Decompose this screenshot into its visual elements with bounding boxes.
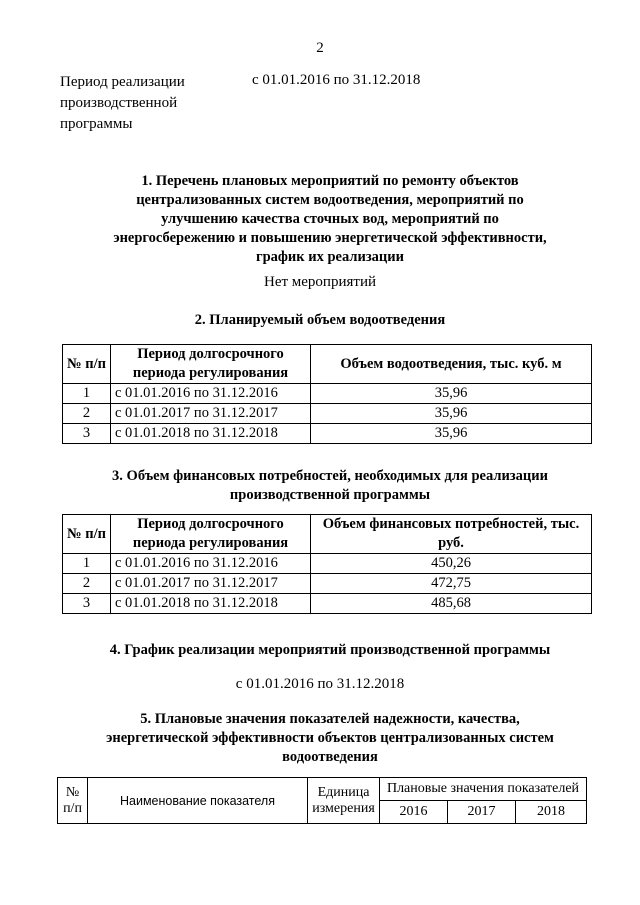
table-header-row [63,515,592,554]
row-number: 1 [63,554,111,574]
row-period: с 01.01.2016 по 31.12.2016 [111,554,311,574]
col-number-header: № п/п [63,345,111,384]
row-value: 485,68 [311,594,592,614]
row-number: 1 [63,384,111,404]
row-number: 3 [63,594,111,614]
row-number: 2 [63,574,111,594]
row-value: 472,75 [311,574,592,594]
row-period: с 01.01.2017 по 31.12.2017 [111,404,311,424]
row-period: с 01.01.2018 по 31.12.2018 [111,424,311,444]
section-3-title: 3. Объем финансовых потребностей, необходимых для реализации производственной программы [112,468,548,503]
period-label: Период реализации производственной программы [60,74,185,132]
table-row [63,574,592,594]
section-1-title: 1. Перечень плановых мероприятий по ремонту объектов централизованных систем водоотведения, мероприятий по улучшению качества сточных вод, мероприятий по энергосбережению и повышению энергетической эффективности, график их реализации [113,173,547,265]
section-1-note: Нет мероприятий [263,274,376,290]
section-4-period: с 01.01.2016 по 31.12.2018 [235,676,405,692]
col-number-header: № п/п [58,778,88,824]
row-period: с 01.01.2018 по 31.12.2018 [111,594,311,614]
financial-needs-table [62,514,592,614]
section-2-title: 2. Планируемый объем водоотведения [194,312,446,328]
row-value: 35,96 [311,424,592,444]
col-indicator-name-header: Наименование показателя [88,778,308,824]
col-year-header: 2018 [516,801,587,824]
period-value: с 01.01.2016 по 31.12.2018 [252,72,421,88]
section-5-title: 5. Плановые значения показателей надежности, качества, энергетической эффективности объектов централизованных систем водоотведения [106,711,554,765]
col-period-header: Период долгосрочного периода регулирования [111,515,311,554]
col-period-header: Период долгосрочного периода регулирования [111,345,311,384]
table-header-row [63,345,592,384]
row-period: с 01.01.2016 по 31.12.2016 [111,384,311,404]
col-finance-header: Объем финансовых потребностей, тыс. руб. [311,515,592,554]
page-number: 2 [316,40,324,56]
section-4-title: 4. График реализации мероприятий производственной программы [109,642,551,658]
table-row [63,404,592,424]
row-value: 450,26 [311,554,592,574]
indicators-table [57,777,587,824]
col-year-header: 2017 [448,801,516,824]
col-volume-header: Объем водоотведения, тыс. куб. м [311,345,592,384]
table-row [63,554,592,574]
row-number: 2 [63,404,111,424]
table-row [63,384,592,404]
row-number: 3 [63,424,111,444]
col-year-header: 2016 [380,801,448,824]
row-value: 35,96 [311,404,592,424]
row-value: 35,96 [311,384,592,404]
col-number-header: № п/п [63,515,111,554]
table-row [63,594,592,614]
wastewater-volume-table [62,344,592,444]
table-row [63,424,592,444]
row-period: с 01.01.2017 по 31.12.2017 [111,574,311,594]
table-header-row [58,778,587,801]
col-unit-header: Единица измерения [308,778,380,824]
col-plan-values-header: Плановые значения показателей [380,778,587,801]
